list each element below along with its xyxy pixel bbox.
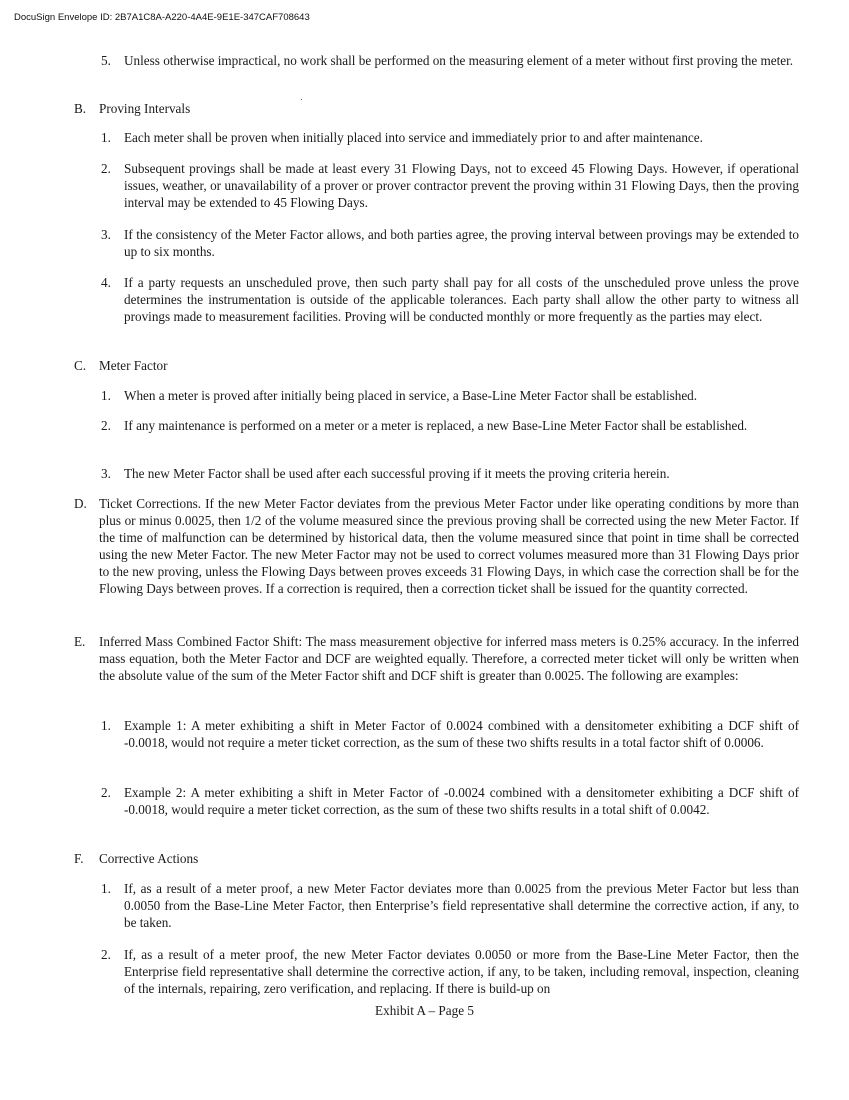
item-text: Subsequent provings shall be made at least every 31 Flowing Days, not to exceed 45 Flowing Days. However, if operational issues, weather, or unavailability of a prover or prover contractor prevent the proving within 31 Flowing Days, then the proving interval may be extended to 45 Flowing Days. bbox=[124, 161, 799, 210]
item-text: Example 2: A meter exhibiting a shift in Meter Factor of -0.0024 combined with a densitometer exhibiting a DCF shift of -0.0018, would require a meter ticket correction, as the sum of these two shifts results in a total shift of 0.0042. bbox=[124, 785, 799, 817]
stray-mark bbox=[301, 99, 302, 100]
section-heading: Corrective Actions bbox=[99, 851, 199, 866]
item-text: Unless otherwise impractical, no work shall be performed on the measuring element of a meter without first proving the meter. bbox=[124, 53, 794, 68]
item-text: If the consistency of the Meter Factor allows, and both parties agree, the proving interval between provings may be extended to up to six months. bbox=[124, 227, 799, 259]
section-letter: E. bbox=[74, 634, 86, 649]
item-number: 2. bbox=[101, 161, 111, 176]
item-text: The new Meter Factor shall be used after each successful proving if it meets the proving criteria herein. bbox=[124, 466, 670, 481]
section-heading: Meter Factor bbox=[99, 358, 168, 373]
item-number: 4. bbox=[101, 275, 111, 290]
section-text: Inferred Mass Combined Factor Shift: The mass measurement objective for inferred mass meters is 0.25% accuracy. In the inferred mass equation, both the Meter Factor and DCF are weighted equally. Therefore, a corrected meter ticket will only be written when the absolute value of the sum of the Meter Factor shift and DCF shift is greater than 0.0025. The following are examples: bbox=[99, 634, 799, 683]
item-text: If, as a result of a meter proof, the new Meter Factor deviates 0.0050 or more from the Base-Line Meter Factor, then the Enterprise field representative shall determine the corrective action, if any, to be taken, including removal, inspection, cleaning of the internals, repairing, zero verification, and replacing. If there is build-up on bbox=[124, 947, 799, 996]
page-footer: Exhibit A – Page 5 bbox=[375, 1003, 474, 1018]
item-number: 2. bbox=[101, 785, 111, 800]
item-number: 1. bbox=[101, 388, 111, 403]
item-text: If a party requests an unscheduled prove, then such party shall pay for all costs of the unscheduled prove unless the prove determines the instrumentation is outside of the applicable tolerances. Each party shall allow the other party to witness all provings made to measurement facilities. Proving will be conducted monthly or more frequently as the parties may elect. bbox=[124, 275, 799, 324]
item-text: Each meter shall be proven when initially placed into service and immediately prior to and after maintenance. bbox=[124, 130, 703, 145]
item-number: 5. bbox=[101, 53, 111, 68]
section-text: Ticket Corrections. If the new Meter Factor deviates from the previous Meter Factor under like operating conditions by more than plus or minus 0.0025, then 1/2 of the volume measured since the previous proving shall be corrected using the new Meter Factor. If the time of malfunction can be determined by historical data, then the volume measured since that point in time shall be corrected using the new Meter Factor. The new Meter Factor may not be used to correct volumes measured more than 31 Flowing Days prior to the new proving, unless the Flowing Days between proves exceeds 31 Flowing Days, in which case the correction shall be for the Flowing Days between proves. If a correction is required, then a correction ticket shall be issued for the quantity corrected. bbox=[99, 496, 799, 596]
envelope-id: DocuSign Envelope ID: 2B7A1C8A-A220-4A4E-9E1E-347CAF708643 bbox=[14, 12, 310, 23]
section-letter: B. bbox=[74, 101, 87, 116]
item-text: If, as a result of a meter proof, a new Meter Factor deviates more than 0.0025 from the previous Meter Factor but less than 0.0050 from the Base-Line Meter Factor, then Enterprise’s field representative shall determine the corrective action, if any, to be taken. bbox=[124, 881, 799, 930]
item-number: 3. bbox=[101, 227, 111, 242]
item-text: If any maintenance is performed on a meter or a meter is replaced, a new Base-Line Meter Factor shall be established. bbox=[124, 418, 748, 433]
item-number: 1. bbox=[101, 718, 111, 733]
section-letter: F. bbox=[74, 851, 84, 866]
item-text: When a meter is proved after initially being placed in service, a Base-Line Meter Factor shall be established. bbox=[124, 388, 698, 403]
section-letter: D. bbox=[74, 496, 87, 511]
section-heading: Proving Intervals bbox=[99, 101, 191, 116]
section-letter: C. bbox=[74, 358, 87, 373]
item-text: Example 1: A meter exhibiting a shift in Meter Factor of 0.0024 combined with a densitometer exhibiting a DCF shift of -0.0018, would not require a meter ticket correction, as the sum of these two shifts results in a total factor shift of 0.0006. bbox=[124, 718, 799, 750]
item-number: 1. bbox=[101, 130, 111, 145]
item-number: 3. bbox=[101, 466, 111, 481]
item-number: 2. bbox=[101, 947, 111, 962]
item-number: 2. bbox=[101, 418, 111, 433]
item-number: 1. bbox=[101, 881, 111, 896]
